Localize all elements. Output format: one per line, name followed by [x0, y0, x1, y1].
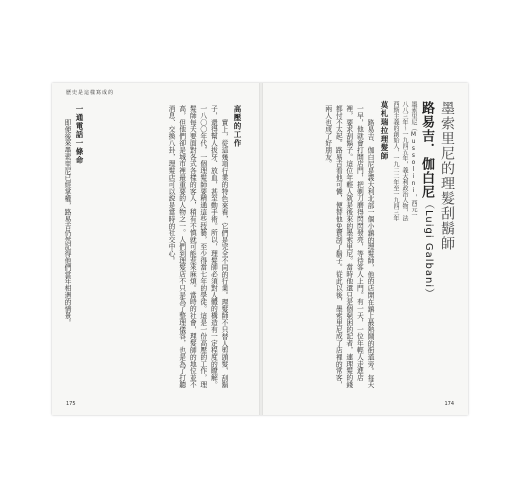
chapter-intro [392, 101, 418, 221]
section-heading-phone-call: 一通電話一條命 [75, 105, 84, 165]
section-body-high-pressure-text: 實上，從這幾項行業的特色來看，它們是完全不同的行業。理髮師不只替人剪頭髮、刮鬍子，還得幫人拔牙、放血，甚至動手術。所以，理髮師必須對人體的構造有一定程度的瞭解。一八〇〇年代，一個理髮師要精通這些技藝，至少得當七年的學徒。這是一份高壓的工作，理髮師每天要面對各式各樣的客人，稍有不慎就可能惹來麻煩。當時的社會，理髮師的地位並不高，但他們卻是城市裡最重要的人物之一。人們到理髮店不只是為了整理儀容，也是為了打聽消息、交換八卦，理髮店可以說是當時的社交中心。 [167, 105, 228, 388]
person-name [417, 101, 438, 299]
right-page [263, 83, 468, 415]
book-spread [52, 83, 468, 415]
page-number-right: 174 [444, 401, 454, 407]
person-name-cjk: 路易吉．伽白尼 [419, 101, 434, 199]
page-number-left: 175 [66, 401, 76, 407]
chapter-intro-text: 墨索里尼（Mussolini，西元一八八三年～一九四五年，義大利政治人物，法西斯主義的創始人，一九二二年至一九四三年 [392, 101, 417, 221]
section-body-phone-call-text: 即便後來墨索里尼已經掌權，路易吉仍然記得他們當年相遇的情景。 [63, 118, 71, 326]
section-body-mozzarella-text: 路易吉．伽白尼是義大利北部一個小鎮的理髮師，他的店開在鎮上最熱鬧的街道旁。每天一早，他就會打開店門，把剃刀磨得閃閃發亮，等待客人上門。有一天，一位年輕人走進店裡，要求刮鬍子。這位年輕人就是後來的墨索里尼。當時他還只是個窮困的記者，連理髮的錢都付不太起。路易吉看他可憐，便替他免費刮了鬍子。從此以後，墨索里尼成了店裡的常客，兩人也成了好朋友。 [323, 105, 374, 388]
running-header [66, 89, 114, 96]
section-body-mozzarella [273, 105, 375, 393]
section-body-phone-call [58, 105, 72, 393]
running-header-text: 歷史是這樣寫成的 [66, 90, 115, 96]
section-body-high-pressure [89, 105, 229, 393]
section-heading-mozzarella: 莫札瑞拉理髮師 [380, 101, 389, 161]
section-heading-high-pressure: 高壓的工作 [233, 105, 242, 148]
left-page [52, 83, 259, 415]
person-name-latin: （Luigi Galbani） [423, 199, 434, 300]
chapter-title: 墨索里尼的理髮刮鬍師 [439, 101, 455, 251]
